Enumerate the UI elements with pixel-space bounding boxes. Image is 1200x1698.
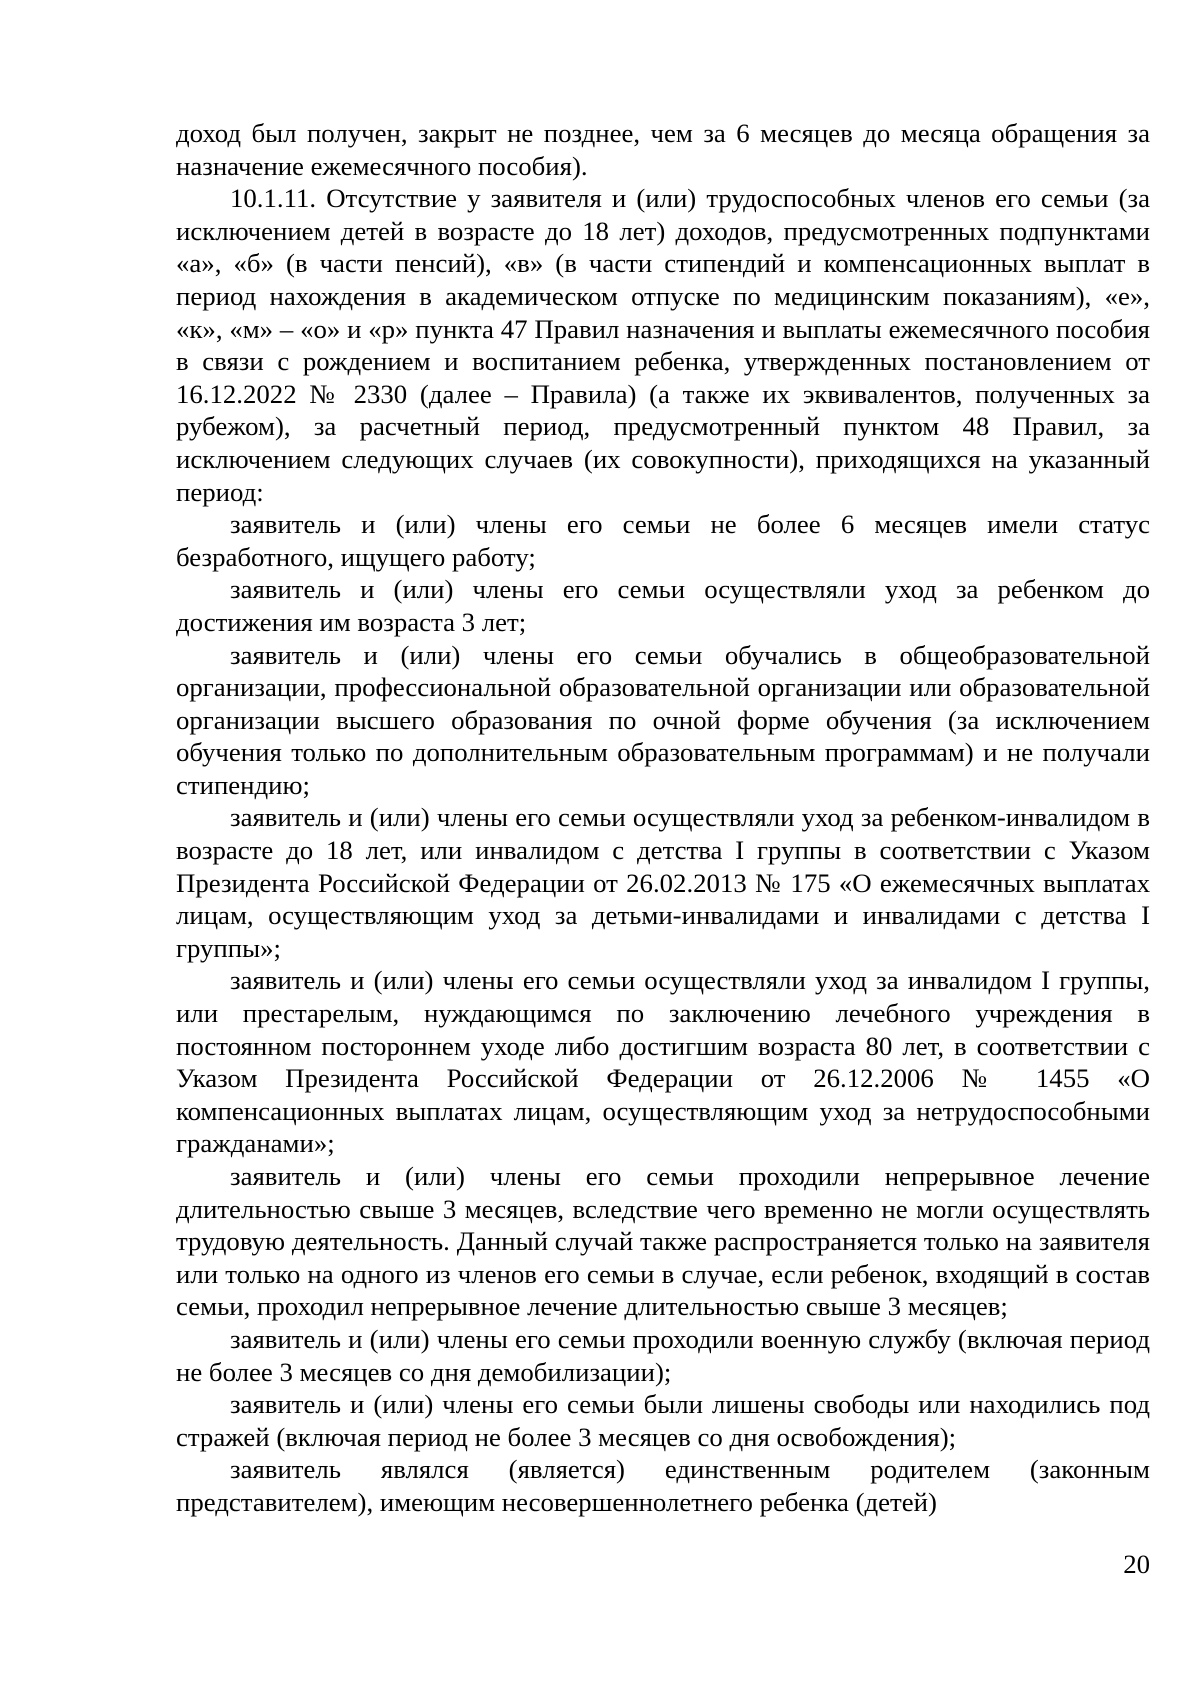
paragraph-10-1-11: 10.1.11. Отсутствие у заявителя и (или) трудоспособных членов его семьи (за исключением детей в возрасте до 18 лет) доходов, предусмотренных подпунктами «а», «б» (в части пенсий), «в» (в части стипендий и компенсационных выплат в период нахождения в академическом отпуске по медицинским показаниям), «е», «к», «м» – «о» и «р» пункта 47 Правил назначения и выплаты ежемесячного пособия в связи с рождением и воспитанием ребенка, утвержденных постановлением от 16.12.2022 № 2330 (далее – Правила) (а также их эквивалентов, полученных за рубежом), за расчетный период, предусмотренный пунктом 48 Правил, за исключением следующих случаев (их совокупности), приходящихся на указанный период: (176, 183, 1150, 507)
exception-disabled-child-care: заявитель и (или) члены его семьи осуществляли уход за ребенком-инвалидом в возрасте до 18 лет, или инвалидом с детства I группы в соответствии с Указом Президента Российской Федерации от 26.02.2013 № 175 «О ежемесячных выплатах лицам, осуществляющим уход за детьми-инвалидами и инвалидами с детства I группы»; (176, 802, 1150, 963)
exception-education: заявитель и (или) члены его семьи обучались в общеобразовательной организации, профессиональной образовательной организации или образовательной организации высшего образования по очной форме обучения (за исключением обучения только по дополнительным образовательным программам) и не получали стипендию; (176, 639, 1150, 800)
paragraph-continuation: доход был получен, закрыт не позднее, чем за 6 месяцев до месяца обращения за назначение ежемесячного пособия). (176, 118, 1150, 181)
exception-military-service: заявитель и (или) члены его семьи проходили военную службу (включая период не более 3 месяцев со дня демобилизации); (176, 1323, 1150, 1387)
exception-single-parent: заявитель являлся (является) единственным родителем (законным представителем), имеющим несовершеннолетнего ребенка (детей) (176, 1454, 1150, 1517)
exception-imprisonment: заявитель и (или) члены его семьи были лишены свободы или находились под стражей (включая период не более 3 месяцев со дня освобождения); (176, 1389, 1150, 1452)
page-number: 20 (1123, 1549, 1150, 1579)
exception-disabled-elderly-care: заявитель и (или) члены его семьи осуществляли уход за инвалидом I группы, или престарелым, нуждающимся по заключению лечебного учреждения в постоянном постороннем уходе либо достигшим возраста 80 лет, в соответствии с Указом Президента Российской Федерации от 26.12.2006 № 1455 «О компенсационных выплатах лицам, осуществляющим уход за нетрудоспособными гражданами»; (176, 965, 1150, 1159)
exception-unemployed: заявитель и (или) члены его семьи не более 6 месяцев имели статус безработного, ищущего работу; (176, 509, 1150, 572)
exception-medical-treatment: заявитель и (или) члены его семьи проходили непрерывное лечение длительностью свыше 3 месяцев, вследствие чего временно не могли осуществлять трудовую деятельность. Данный случай также распространяется только на заявителя или только на одного из членов его семьи в случае, если ребенок, входящий в состав семьи, проходил непрерывное лечение длительностью свыше 3 месяцев; (176, 1161, 1150, 1322)
document-body (176, 117, 1150, 1519)
exception-child-care: заявитель и (или) члены его семьи осуществляли уход за ребенком до достижения им возраста 3 лет; (176, 574, 1150, 637)
